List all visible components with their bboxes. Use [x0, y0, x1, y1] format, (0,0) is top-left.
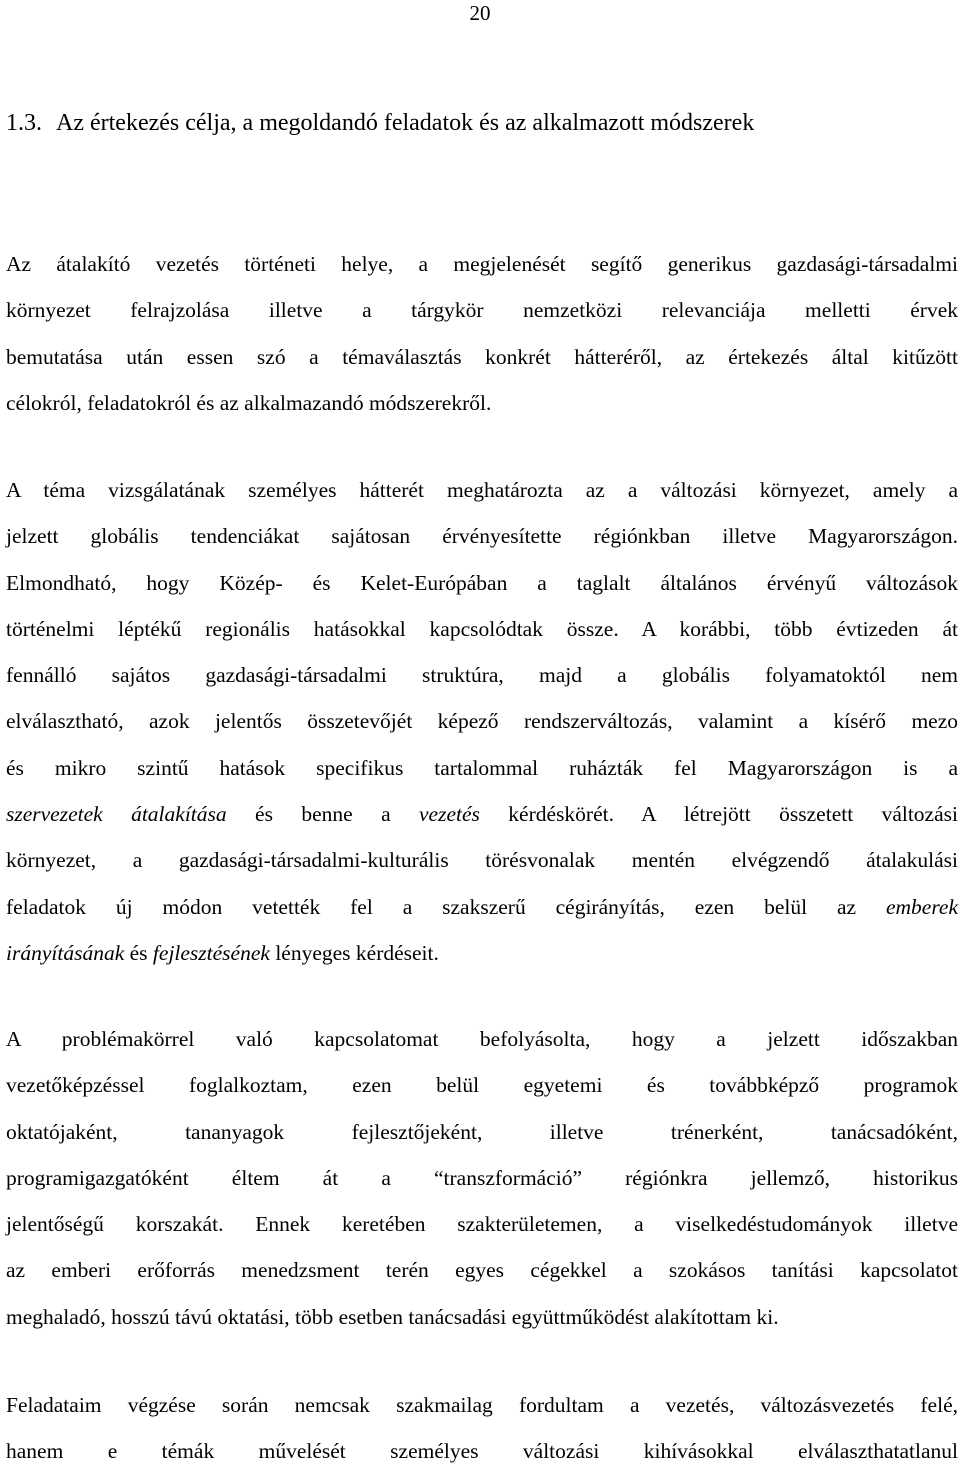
paragraph-3 [6, 1016, 958, 1340]
text-run: kérdéskörét. A létrejött összetett változási [479, 802, 958, 827]
emphasis-text: vezetés [419, 802, 480, 827]
emphasis-text: irányításának [6, 940, 125, 965]
text-line: az emberi erőforrás menedzsment terén egyes cégekkel a szokásos tanítási kapcsolatot [6, 1258, 958, 1283]
section-title: Az értekezés célja, a megoldandó feladatok és az alkalmazott módszerek [56, 110, 755, 136]
text-line [6, 884, 958, 930]
paragraph-1 [6, 241, 958, 426]
text-line: célokról, feladatokról és az alkalmazandó módszerekről. [6, 390, 492, 415]
text-line: jelzett globális tendenciákat sajátosan érvényesítette régiónkban illetve Magyarországon. [6, 524, 958, 549]
text-line [6, 930, 958, 976]
text-line: bemutatása után essen szó a témaválasztás konkrét hátteréről, az értekezés által kitűzött [6, 344, 958, 369]
emphasis-text: fejlesztésének [152, 940, 270, 965]
text-run: és [124, 940, 153, 965]
text-line: történelmi léptékű regionális hatásokkal kapcsolódtak össze. A korábbi, több évtizeden át [6, 616, 958, 641]
text-line: környezet felrajzolása illetve a tárgykör nemzetközi relevanciája melletti érvek [6, 298, 958, 323]
text-line: Feladataim végzése során nemcsak szakmailag fordultam a vezetés, változásvezetés felé, [6, 1393, 958, 1417]
text-line: fennálló sajátos gazdasági-társadalmi struktúra, majd a globális folyamatoktól nem [6, 663, 958, 688]
text-run: feladatok új módon vetették fel a szakszerű cégirányítás, ezen belül az [6, 894, 886, 919]
text-run: lényeges kérdéseit. [269, 940, 439, 965]
paragraph-4 [6, 1382, 958, 1475]
text-line: vezetőképzéssel foglalkoztam, ezen belül egyetemi és továbbképző programok [6, 1073, 958, 1098]
text-line: meghaladó, hosszú távú oktatási, több esetben tanácsadási együttműködést alakítottam ki. [6, 1304, 779, 1329]
text-line: elválasztható, azok jelentős összetevőjét képező rendszerváltozás, valamint a kísérő mezo [6, 709, 958, 734]
section-number: 1.3. [6, 110, 42, 136]
emphasis-text: emberek [885, 894, 958, 919]
text-line: Elmondható, hogy Közép- és Kelet-Európában a taglalt általános érvényű változások [6, 570, 958, 595]
text-line: jelentőségű korszakát. Ennek keretében szakterületemen, a viselkedéstudományok illetve [6, 1212, 958, 1237]
text-line: és mikro szintű hatások specifikus tartalommal ruházták fel Magyarországon is a [6, 755, 958, 780]
text-line: A problémakörrel való kapcsolatomat befolyásolta, hogy a jelzett időszakban [6, 1027, 958, 1051]
text-run: és benne a [226, 802, 420, 827]
text-line: A téma vizsgálatának személyes hátterét meghatározta az a változási környezet, amely a [6, 478, 958, 502]
page-number: 20 [469, 1, 491, 25]
emphasis-text: szervezetek átalakítása [6, 802, 227, 827]
section-heading [6, 108, 956, 138]
paragraph-2 [6, 467, 958, 976]
text-line: programigazgatóként éltem át a “transzformáció” régiónkra jellemző, historikus [6, 1165, 958, 1190]
text-line: oktatójaként, tananyagok fejlesztőjeként, illetve trénerként, tanácsadóként, [6, 1119, 958, 1144]
text-line: környezet, a gazdasági-társadalmi-kulturális törésvonalak mentén elvégzendő átalakulási [6, 848, 958, 873]
text-line: Az átalakító vezetés történeti helye, a megjelenését segítő generikus gazdasági-társadalmi [6, 252, 958, 276]
text-line [6, 791, 958, 837]
text-line: hanem e témák művelését személyes változási kihívásokkal elválaszthatatlanul [6, 1439, 958, 1464]
